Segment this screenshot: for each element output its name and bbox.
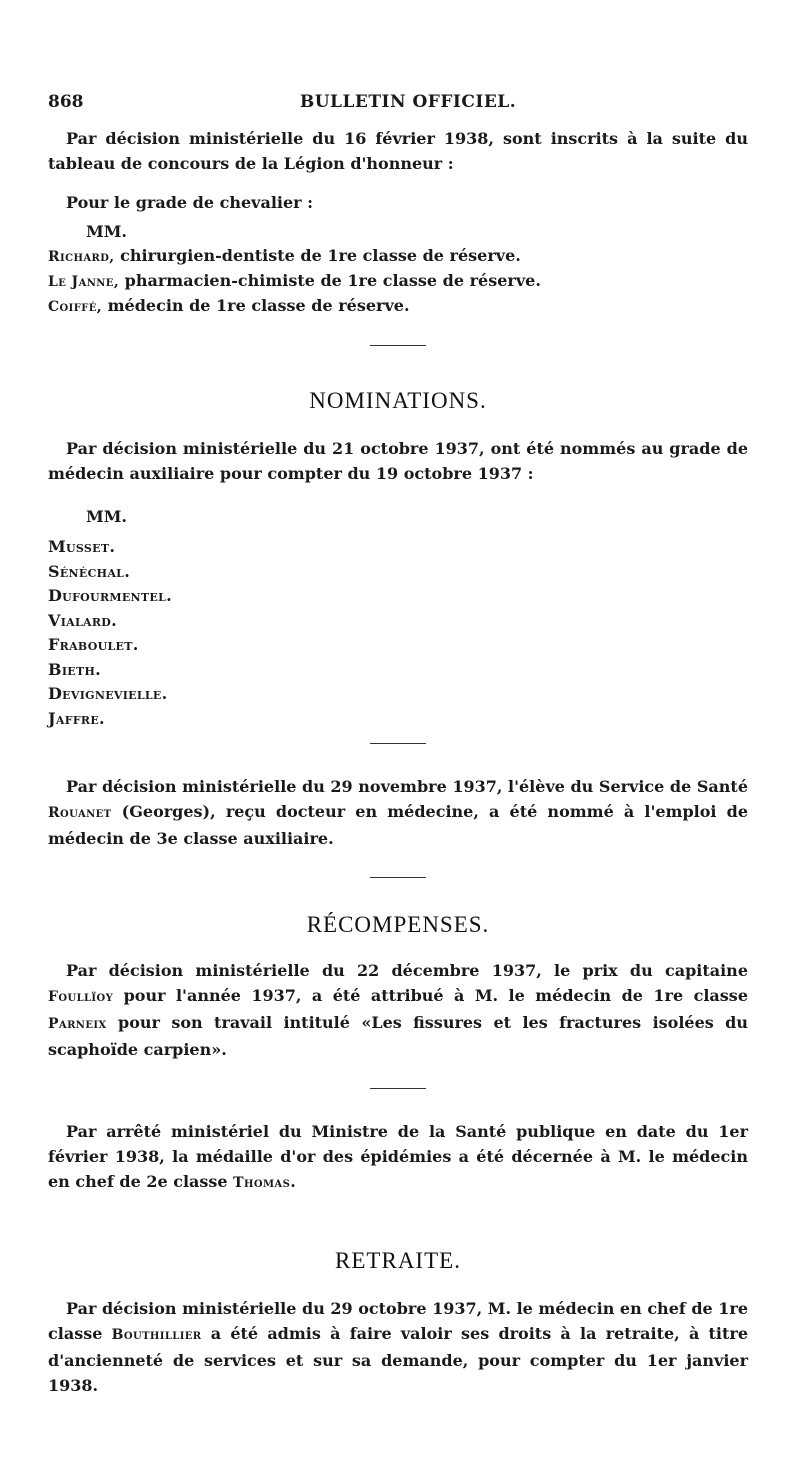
list-item: Musset. <box>48 537 116 556</box>
legion-list <box>48 244 748 319</box>
entry-text: pharmacien-chimiste de 1re classe de réserve. <box>119 271 541 290</box>
nominations-intro: Par décision ministérielle du 21 octobre 1937, ont été nommés au grade de médecin auxiliaire pour compter du 19 octobre 1937 : <box>48 439 748 483</box>
person-name: Thomas <box>233 1175 291 1191</box>
recompenses-section <box>48 958 748 1196</box>
person-name: Rouanet <box>48 805 112 821</box>
paragraph-text: Par décision ministérielle du 29 novembre 1937, l'élève du Service de Santé <box>66 777 748 796</box>
rouanet-paragraph <box>48 774 748 851</box>
paragraph-text: a été admis à faire valoir ses droits à la retraite, à titre d'ancienneté de services et sur sa demande, pour compter du 1er janvier 1938. <box>48 1324 748 1395</box>
entry-text: chirurgien-dentiste de 1re classe de réserve. <box>114 246 521 265</box>
section-divider <box>370 1088 426 1089</box>
nominations-heading: NOMINATIONS. <box>309 388 487 413</box>
list-item: Devignevielle. <box>48 684 168 703</box>
person-name: Le Janne, <box>48 274 120 290</box>
list-item: Dufourmentel. <box>48 586 172 605</box>
legion-entry <box>48 294 748 319</box>
section-divider <box>370 345 426 346</box>
paragraph-text: Par décision ministérielle du 22 décembre 1937, le prix du capitaine <box>66 961 748 980</box>
paragraph-text: . <box>290 1172 296 1191</box>
person-name: Richard, <box>48 249 115 265</box>
paragraph-text: pour l'année 1937, a été attribué à M. le médecin de 1re classe <box>113 986 748 1005</box>
legion-grade: Pour le grade de chevalier : <box>66 193 314 212</box>
person-name: Coiffé, <box>48 299 103 315</box>
prix-paragraph <box>48 958 748 1062</box>
retraite-section <box>48 1296 748 1398</box>
entry-text: médecin de 1re classe de réserve. <box>102 296 410 315</box>
list-item: Vialard. <box>48 610 118 630</box>
section-divider <box>370 877 426 878</box>
person-name: Foullïoy <box>48 989 114 1005</box>
person-name: Parneix <box>48 1016 107 1032</box>
medaille-paragraph <box>48 1119 748 1196</box>
list-item: Bieth. <box>48 659 102 679</box>
legion-entry <box>48 269 748 294</box>
section-divider <box>370 743 426 744</box>
recompenses-heading: RÉCOMPENSES. <box>306 912 490 937</box>
retraite-heading: RETRAITE. <box>335 1248 461 1273</box>
list-item: Sénéchal. <box>48 561 131 581</box>
retraite-paragraph <box>48 1296 748 1398</box>
list-item: Fraboulet. <box>48 635 139 654</box>
paragraph-text: Par décision ministérielle du 29 octobre 1937, M. le médecin en chef de 1re classe <box>48 1299 748 1343</box>
page-header-title: BULLETIN OFFICIEL. <box>299 92 517 112</box>
legion-mm: MM. <box>86 222 127 241</box>
nominations-mm: MM. <box>86 507 127 526</box>
paragraph-text: pour son travail intitulé «Les fissures et les fractures isolées du scaphoïde carpien». <box>48 1013 748 1059</box>
paragraph-text: Par arrêté ministériel du Ministre de la Santé publique en date du 1er février 1938, la médaille d'or des épidémies a été décernée à M. le médecin en chef de 2e classe <box>48 1122 748 1191</box>
legion-entry <box>48 244 748 269</box>
running-header <box>48 92 748 118</box>
legion-section <box>48 126 748 319</box>
paragraph-text: (Georges), reçu docteur en médecine, a été nommé à l'emploi de médecin de 3e classe auxiliaire. <box>48 802 748 848</box>
person-name: Bouthillier <box>111 1327 202 1343</box>
nominations-list <box>48 535 748 731</box>
legion-intro: Par décision ministérielle du 16 février 1938, sont inscrits à la suite du tableau de concours de la Légion d'honneur : <box>48 129 748 173</box>
nominations-section <box>48 436 748 851</box>
list-item: Jaffre. <box>48 708 105 728</box>
page-number: 868 <box>48 92 84 112</box>
